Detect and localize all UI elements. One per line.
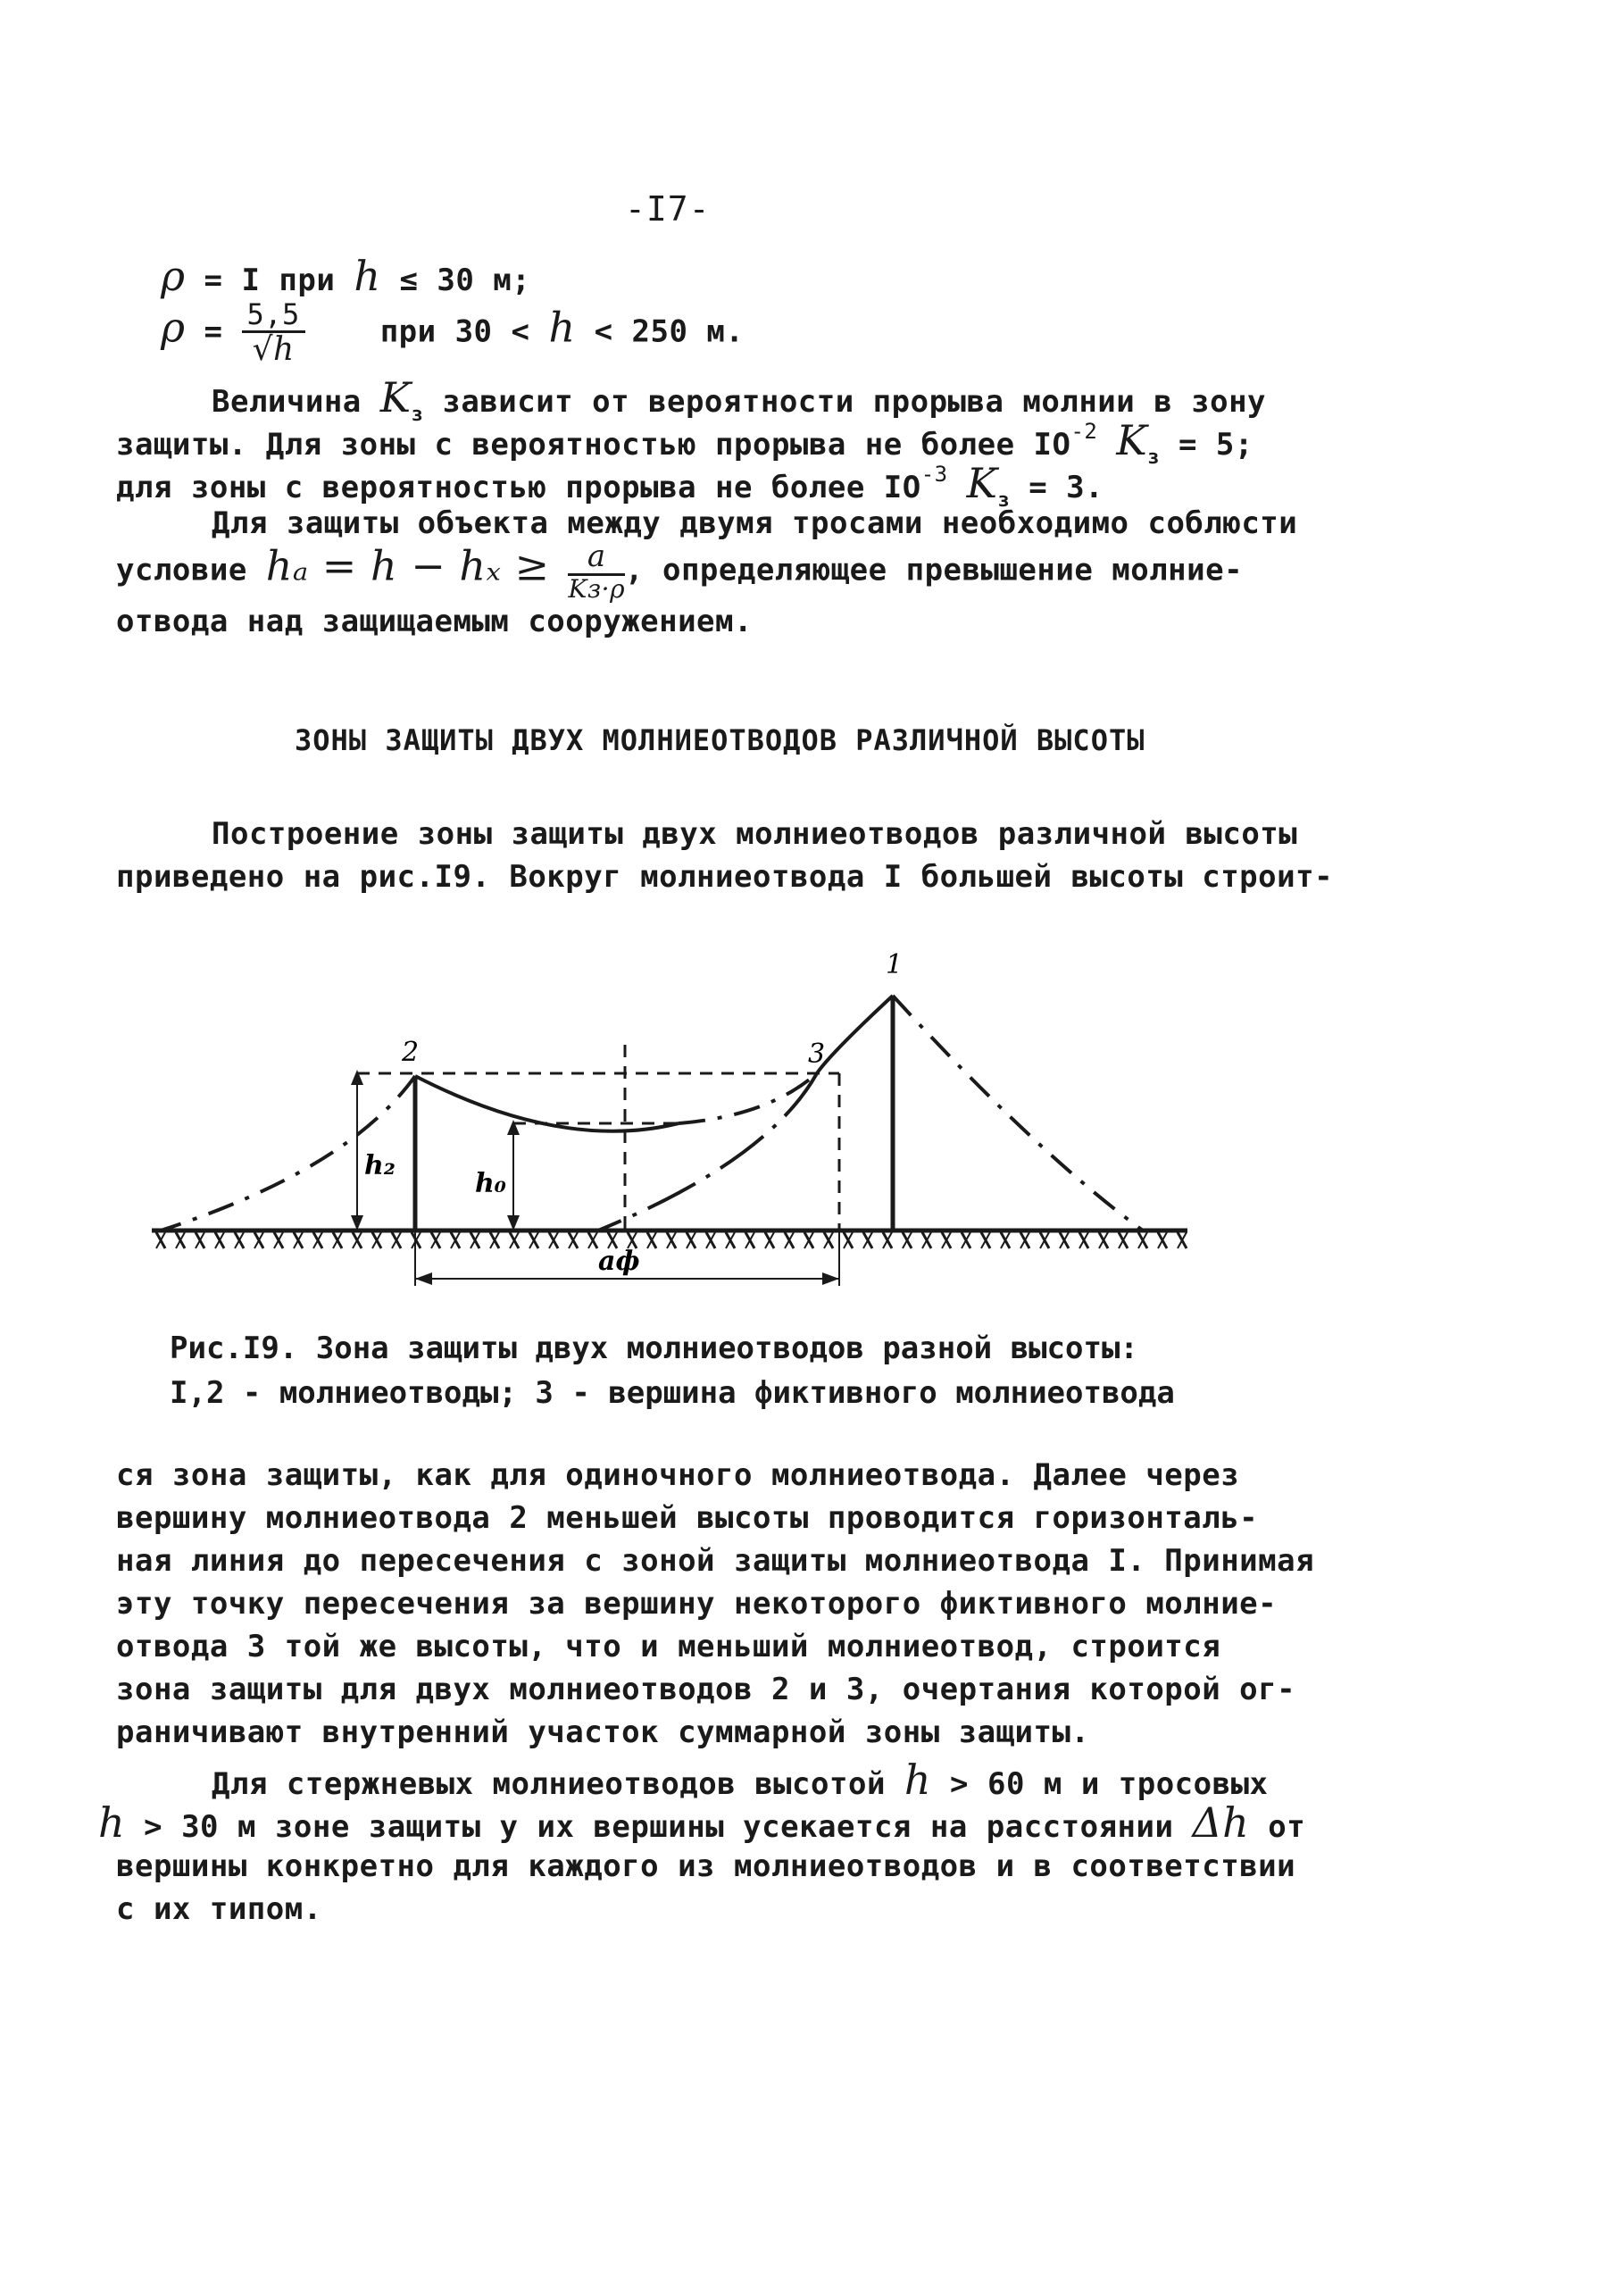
text-line: отвода 3 той же высоты, что и меньший молниеотвод, строится bbox=[116, 1629, 1221, 1664]
subscript: з bbox=[1147, 446, 1160, 469]
formula-text: = bbox=[204, 313, 223, 350]
formula-text: < 250 м. bbox=[594, 313, 745, 350]
formula-rho-1 bbox=[161, 252, 530, 300]
text-span: = 3. bbox=[1029, 470, 1104, 505]
subscript: з bbox=[411, 404, 424, 426]
text-line: ся зона защиты, как для одиночного молниеотвода. Далее через bbox=[116, 1457, 1240, 1493]
ground-hatching bbox=[156, 1232, 1187, 1248]
formula-var-h: h bbox=[354, 252, 381, 300]
text-span: защиты. Для зоны с вероятностью прорыва не более IO bbox=[116, 427, 1071, 463]
text-line: приведено на рис.I9. Вокруг молниеотвода I большей высоты строит- bbox=[116, 859, 1334, 895]
formula-var-delta-h: Δh bbox=[1192, 1798, 1250, 1847]
formula-rho-symbol: ρ bbox=[161, 303, 186, 352]
arrow-down bbox=[507, 1215, 520, 1230]
text-line bbox=[116, 538, 1244, 604]
arrow-left bbox=[415, 1272, 432, 1285]
text-line bbox=[98, 1798, 1305, 1847]
superscript: -3 bbox=[920, 462, 948, 487]
arrow-right bbox=[822, 1272, 839, 1285]
text-line: вершину молниеотвода 2 меньшей высоты проводится горизонталь- bbox=[116, 1500, 1259, 1536]
text-line: Для защиты объекта между двумя тросами необходимо соблюсти bbox=[212, 505, 1298, 541]
text-line: эту точку пересечения за вершину некоторого фиктивного молние- bbox=[116, 1586, 1278, 1622]
text-line: Построение зоны защиты двух молниеотводов различной высоты bbox=[212, 816, 1298, 852]
text-span: условие bbox=[116, 552, 247, 588]
formula-var-h: h bbox=[548, 303, 576, 352]
formula-text: = I при bbox=[204, 263, 336, 298]
formula-var-h: h bbox=[904, 1756, 932, 1804]
label-h0: h₀ bbox=[475, 1168, 506, 1199]
zone-fictive-rod-3 bbox=[598, 1073, 817, 1230]
label-af: aф bbox=[598, 1246, 640, 1277]
lightning-protection-diagram bbox=[143, 947, 1214, 1304]
label-rod-1: 1 bbox=[886, 949, 904, 980]
fraction bbox=[242, 297, 305, 368]
fraction-numerator: 5,5 bbox=[242, 300, 305, 333]
formula-var-k: K bbox=[379, 373, 412, 421]
text-line bbox=[212, 1756, 1269, 1804]
formula-var-k: K bbox=[1116, 416, 1148, 464]
text-line: вершины конкретно для каждого из молниеотводов и в соответствии bbox=[116, 1848, 1296, 1884]
text-span: зависит от вероятности прорыва молнии в зону bbox=[442, 384, 1267, 420]
figure-caption-line-2: I,2 - молниеотводы; 3 - вершина фиктивного молниеотвода bbox=[170, 1375, 1175, 1411]
label-rod-3: 3 bbox=[808, 1039, 826, 1070]
formula-var-k: K bbox=[966, 459, 998, 507]
fraction-numerator: a bbox=[568, 541, 625, 576]
zone-rod-1-left bbox=[817, 996, 893, 1073]
fraction bbox=[568, 538, 626, 604]
formula-text: при 30 < bbox=[379, 313, 530, 350]
text-span: > 60 м и тросовых bbox=[950, 1766, 1269, 1802]
formula-condition: hₐ = h − hₓ ≥ bbox=[265, 541, 550, 590]
text-span: Величина bbox=[212, 384, 362, 420]
formula-var-h: h bbox=[98, 1798, 126, 1847]
formula-rho-symbol: ρ bbox=[161, 252, 186, 300]
text-span: , определяющее превышение молние- bbox=[625, 552, 1244, 588]
zone-inner-dashdot bbox=[679, 1073, 817, 1123]
fraction-denominator: Kз·ρ bbox=[568, 573, 626, 604]
superscript: -2 bbox=[1070, 419, 1098, 444]
text-line: зона защиты для двух молниеотводов 2 и 3, очертания которой ог- bbox=[116, 1672, 1296, 1707]
arrow-down bbox=[351, 1215, 363, 1230]
text-span: для зоны с вероятностью прорыва не более IO bbox=[116, 470, 921, 505]
text-line: отвода над защищаемым сооружением. bbox=[116, 604, 753, 639]
text-span: Для стержневых молниеотводов высотой bbox=[212, 1766, 886, 1802]
formula-rho-2 bbox=[161, 297, 745, 368]
zone-rod-1-right bbox=[893, 996, 1143, 1230]
section-heading: ЗОНЫ ЗАЩИТЫ ДВУХ МОЛНИЕОТВОДОВ РАЗЛИЧНОЙ ВЫСОТЫ bbox=[295, 723, 1145, 757]
text-line: ная линия до пересечения с зоной защиты молниеотвода I. Принимая bbox=[116, 1543, 1315, 1579]
label-h2: h₂ bbox=[364, 1150, 396, 1181]
label-rod-2: 2 bbox=[402, 1037, 420, 1068]
text-line: раничивают внутренний участок суммарной зоны защиты. bbox=[116, 1714, 1090, 1750]
figure-caption-line-1: Рис.I9. Зона защиты двух молниеотводов разной высоты: bbox=[170, 1331, 1138, 1366]
text-line bbox=[116, 459, 1103, 512]
subscript: з bbox=[997, 489, 1011, 512]
page-number: -I7- bbox=[625, 189, 711, 229]
text-line: с их типом. bbox=[116, 1891, 322, 1927]
formula-text: ≤ 30 м; bbox=[399, 263, 531, 298]
text-span: от bbox=[1268, 1809, 1306, 1845]
text-span: > 30 м зоне защиты у их вершины усекается на расстоянии bbox=[144, 1809, 1174, 1845]
text-span: = 5; bbox=[1178, 427, 1253, 463]
fraction-denominator: √h bbox=[252, 330, 295, 368]
